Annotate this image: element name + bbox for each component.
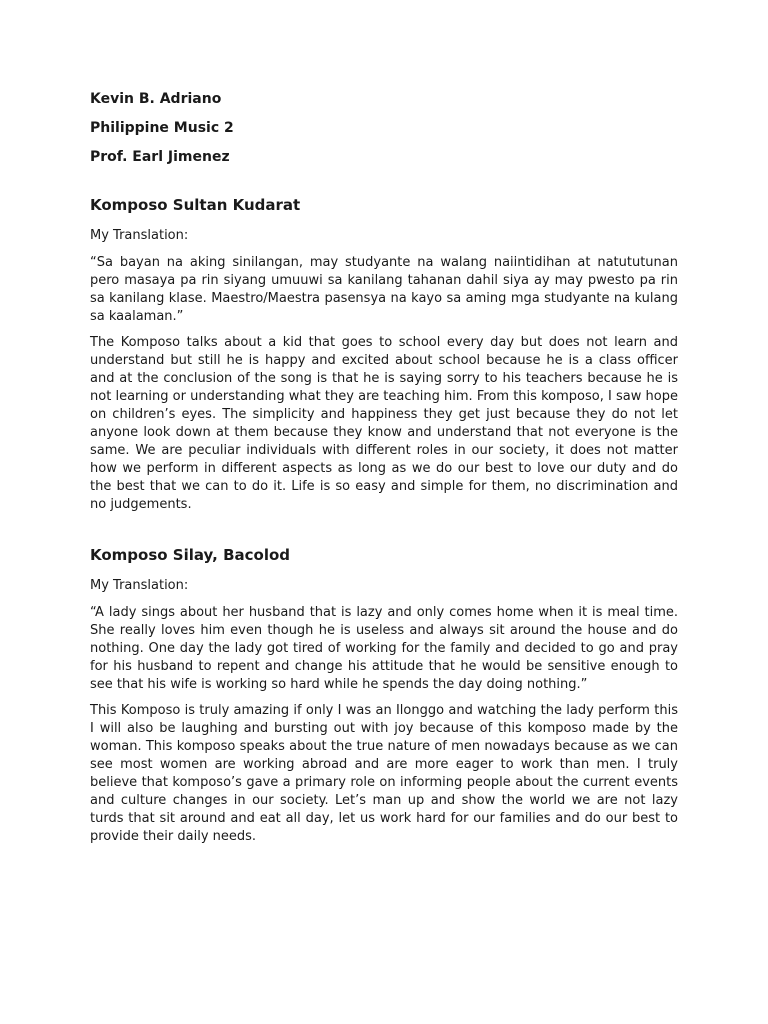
professor-name: Prof. Earl Jimenez: [90, 149, 230, 165]
section-title: Komposo Silay, Bacolod: [90, 546, 291, 564]
translation-label: My Translation:: [90, 228, 189, 243]
section-sultan-kudarat: [90, 196, 678, 514]
translation-text: “Sa bayan na aking sinilangan, may studyante na walang naiintidihan at natututunan pero masaya pa rin siyang umuuwi sa kanilang tahanan dahil siya ay may pwesto pa rin sa kanilang klase. Maestro/Maestra pasensya na kayo sa aming mga studyante na kulang sa kaalaman.”: [90, 255, 678, 324]
author-name: Kevin B. Adriano: [90, 91, 222, 107]
section-silay-bacolod: [90, 546, 678, 846]
document-body: [90, 90, 678, 854]
commentary-text: The Komposo talks about a kid that goes to school every day but does not learn and understand but still he is happy and excited about school because he is a class officer and at the conclusion of the song is that he is saying sorry to his teachers because he is not learning or understanding what they are teaching him. From this komposo, I saw hope on children’s eyes. The simplicity and happiness they get just because they do not let anyone look down at them because they know and understand that not everyone is the same. We are peculiar individuals with different roles in our society, it does not matter how we perform in different aspects as long as we do our best to love our duty and do the best that we can to do it. Life is so easy and simple for them, no discrimination and no judgements.: [90, 335, 678, 512]
translation-label: My Translation:: [90, 578, 189, 593]
translation-text: “A lady sings about her husband that is lazy and only comes home when it is meal time. She really loves him even though he is useless and always sit around the house and do nothing. One day the lady got tired of working for the family and decided to go and pray for his husband to repent and change his attitude that he would be sensitive enough to see that his wife is working so hard while he spends the day doing nothing.”: [90, 605, 678, 692]
section-title: Komposo Sultan Kudarat: [90, 196, 301, 214]
commentary-text: This Komposo is truly amazing if only I was an Ilonggo and watching the lady perform this I will also be laughing and bursting out with joy because of this komposo made by the woman. This komposo speaks about the true nature of men nowadays because as we can see most women are working abroad and are more eager to work than men. I truly believe that komposo’s gave a primary role on informing people about the current events and culture changes in our society. Let’s man up and show the world we are not lazy turds that sit around and eat all day, let us work hard for our families and do our best to provide their daily needs.: [90, 703, 678, 844]
course-name: Philippine Music 2: [90, 120, 234, 136]
